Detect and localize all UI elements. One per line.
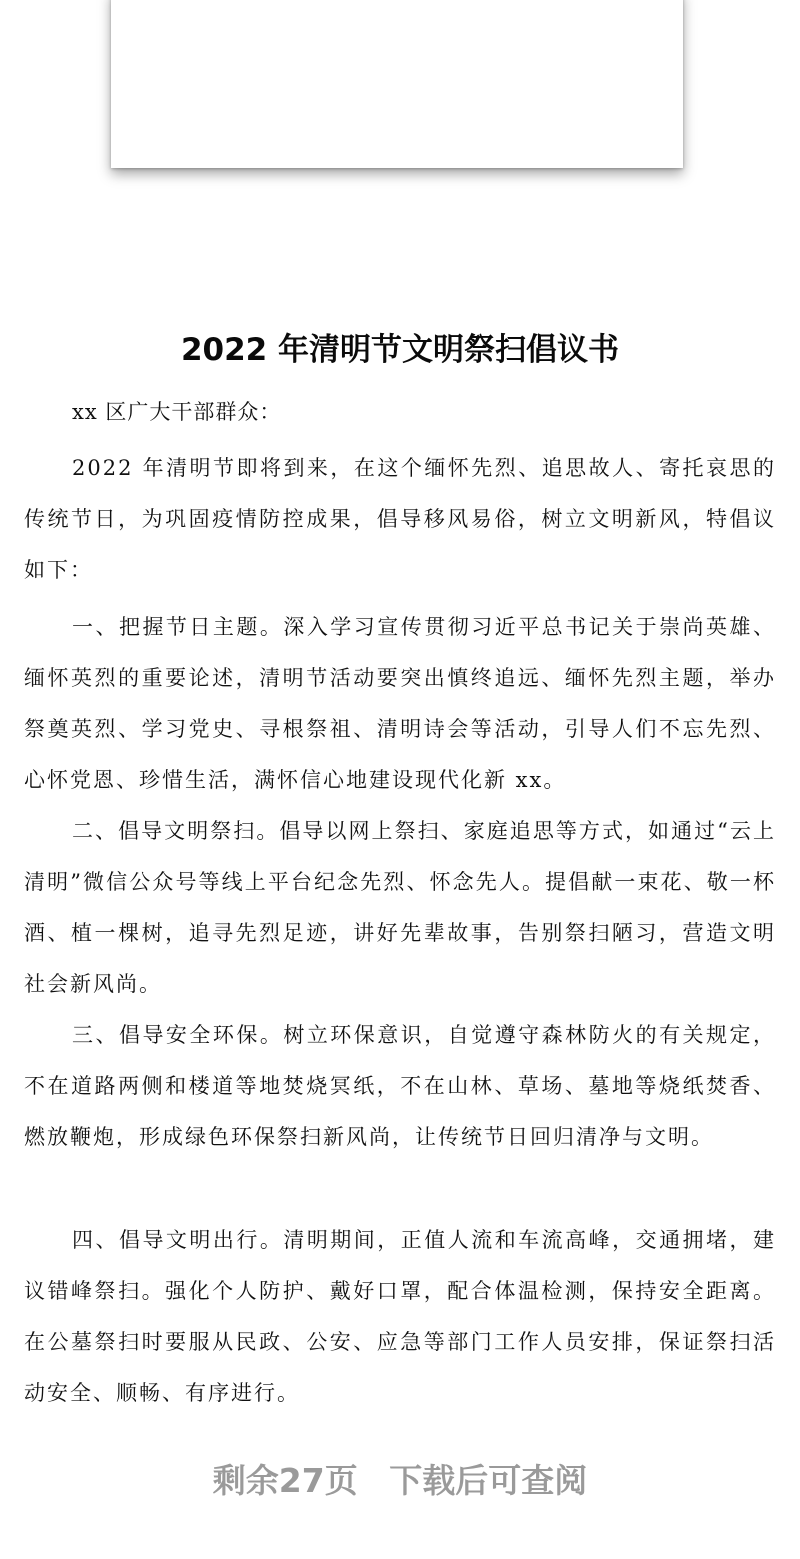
paragraph-civilized-travel: 四、倡导文明出行。清明期间，正值人流和车流高峰，交通拥堵，建议错峰祭扫。强化个人防护、戴好口罩，配合体温检测，保持安全距离。在公墓祭扫时要服从民政、公安、应急等部门工作人员安排，保证祭扫活动安全、顺畅、有序进行。 — [24, 1228, 776, 1405]
document-title: 2022 年清明节文明祭扫倡议书 — [180, 332, 620, 368]
paragraph-intro: 2022 年清明节即将到来，在这个缅怀先烈、追思故人、寄托哀思的传统节日，为巩固疫情防控成果，倡导移风易俗，树立文明新风，特倡议如下： — [24, 456, 776, 582]
previous-page-preview — [111, 0, 683, 168]
remaining-pages-note[interactable]: 剩余27页 下载后可查阅 — [212, 1461, 588, 1500]
paragraph-civilized-sweeping: 二、倡导文明祭扫。倡导以网上祭扫、家庭追思等方式，如通过“云上清明”微信公众号等线上平台纪念先烈、怀念先人。提倡献一束花、敬一杯酒、植一棵树，追寻先烈足迹，讲好先辈故事，告别祭扫陋习，营造文明社会新风尚。 — [24, 819, 776, 996]
paragraph-safety-environment: 三、倡导安全环保。树立环保意识，自觉遵守森林防火的有关规定，不在道路两侧和楼道等地焚烧冥纸，不在山林、草场、墓地等烧纸焚香、燃放鞭炮，形成绿色环保祭扫新风尚，让传统节日回归清净与文明。 — [24, 1023, 776, 1149]
paragraph-theme: 一、把握节日主题。深入学习宣传贯彻习近平总书记关于崇尚英雄、缅怀英烈的重要论述，清明节活动要突出慎终追远、缅怀先烈主题，举办祭奠英烈、学习党史、寻根祭祖、清明诗会等活动，引导人们不忘先烈、心怀党恩、珍惜生活，满怀信心地建设现代化新 xx。 — [24, 615, 776, 792]
salutation: xx 区广大干部群众： — [72, 400, 282, 424]
